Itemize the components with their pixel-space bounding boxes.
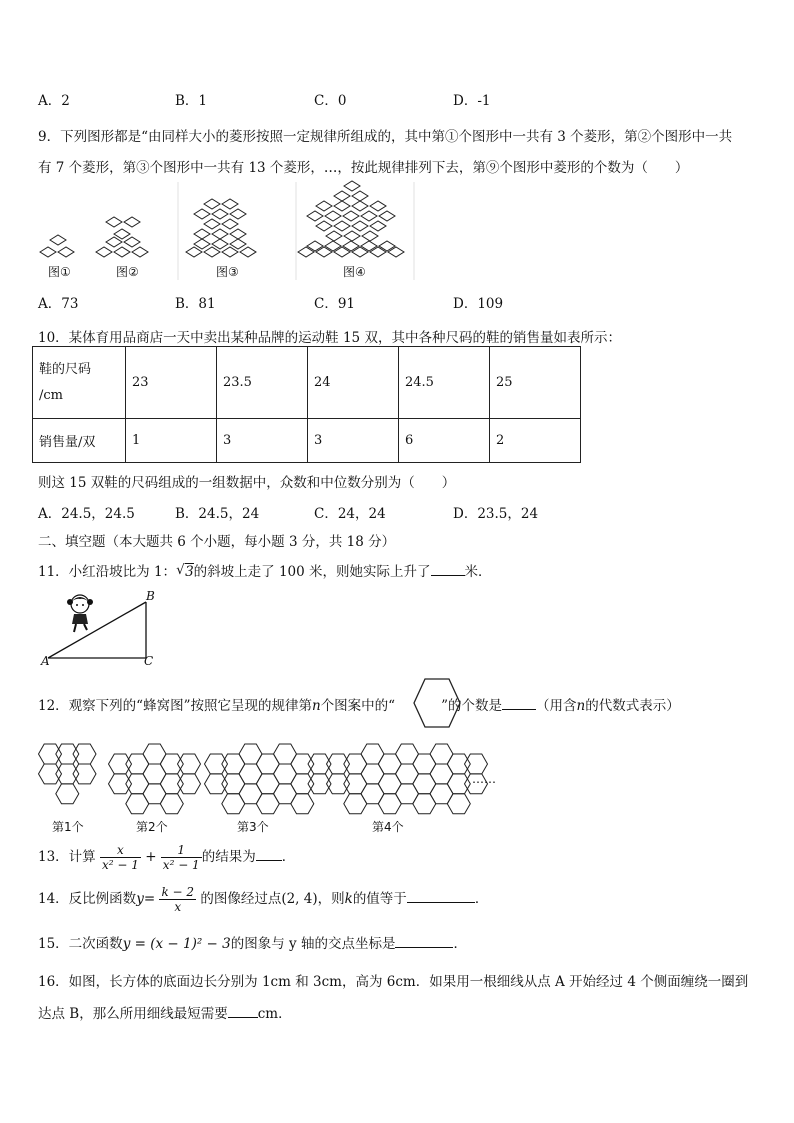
rhombus-shape bbox=[212, 239, 228, 249]
honeycomb-cell bbox=[160, 794, 183, 814]
rhombus-shape bbox=[230, 229, 246, 239]
rhombus-shape bbox=[96, 247, 112, 257]
rhombus-shape bbox=[352, 221, 368, 231]
q13-text-post: 的结果为 bbox=[201, 849, 256, 865]
honeycomb-cell bbox=[222, 774, 245, 794]
honeycomb-cell bbox=[160, 774, 183, 794]
rhombus-shape bbox=[344, 231, 360, 241]
q13-stem bbox=[38, 842, 295, 872]
q15-answer-blank[interactable] bbox=[395, 935, 453, 948]
honeycomb-cell bbox=[256, 794, 279, 814]
q11-text-post: 的斜坡上走了 100 米，则她实际上升了 bbox=[193, 564, 431, 580]
rhombus-shape bbox=[361, 211, 377, 221]
q9-option-b: B．81 bbox=[175, 296, 216, 312]
rhombus-shape bbox=[212, 229, 228, 239]
q11-answer-blank[interactable] bbox=[431, 563, 465, 576]
label-b: B bbox=[146, 589, 155, 603]
rhombus-shape bbox=[316, 201, 332, 211]
q10-question: 则这 15 双鞋的尺码组成的一组数据中，众数和中位数分别为（ ） bbox=[38, 475, 456, 491]
q13-text-pre: 13．计算 bbox=[38, 849, 96, 865]
rhombus-shape bbox=[194, 239, 210, 249]
honeycomb-cell bbox=[413, 794, 436, 814]
rhombus-shape bbox=[230, 239, 246, 249]
table-cell: 1 bbox=[126, 419, 217, 463]
q10-option-d: D．23.5，24 bbox=[453, 506, 539, 522]
q14-var-y: y bbox=[136, 891, 144, 907]
q12-stem bbox=[38, 694, 680, 714]
rhombus-shape bbox=[186, 247, 202, 257]
rhombus-shape bbox=[370, 221, 386, 231]
table-cell: 25 bbox=[490, 347, 581, 419]
q14-equals: = bbox=[143, 891, 156, 907]
fig-label-4: 图④ bbox=[343, 265, 366, 279]
table-cell: 24 bbox=[308, 347, 399, 419]
rhombus-shape bbox=[222, 219, 238, 229]
hexagon-icon bbox=[413, 677, 463, 729]
q12-text-post: ”的个数是 bbox=[441, 698, 502, 714]
rhombus-shape bbox=[370, 201, 386, 211]
honeycomb-cell bbox=[465, 754, 488, 774]
honeycomb-cell bbox=[39, 744, 62, 764]
header-size-line2: /cm bbox=[39, 387, 63, 403]
q13-fraction-2 bbox=[161, 843, 202, 872]
rhombus-shape bbox=[204, 219, 220, 229]
rhombus-shape bbox=[204, 199, 220, 209]
honeycomb-cell bbox=[160, 754, 183, 774]
honeycomb-cell bbox=[378, 754, 401, 774]
table-cell: 24.5 bbox=[399, 347, 490, 419]
q16-stem-line1: 16．如图，长方体的底面边长分别为 1cm 和 3cm，高为 6cm．如果用一根细线从点 A 开始经过 4 个侧面缠绕一圈到 bbox=[38, 974, 749, 990]
rhombus-shape bbox=[114, 247, 130, 257]
section-2-heading: 二、填空题（本大题共 6 个小题，每小题 3 分，共 18 分） bbox=[38, 534, 396, 550]
q11-text-end: 米． bbox=[464, 564, 492, 580]
q10-option-c: C．24，24 bbox=[314, 506, 386, 522]
q12-var-n: n bbox=[311, 698, 321, 714]
honeycomb-cell bbox=[291, 794, 314, 814]
honeycomb-cell bbox=[378, 794, 401, 814]
q11-text-pre: 11．小红沿坡比为 1： bbox=[38, 564, 177, 580]
q12-answer-blank[interactable] bbox=[502, 697, 536, 710]
honeycomb-cell bbox=[413, 754, 436, 774]
label-c: C bbox=[144, 654, 154, 668]
q9-option-c: C．91 bbox=[314, 296, 356, 312]
rhombus-shape bbox=[114, 229, 130, 239]
rhombus-shape bbox=[344, 181, 360, 191]
q12-paren-n: n bbox=[576, 698, 586, 714]
table-cell: 3 bbox=[308, 419, 399, 463]
rhombus-shape bbox=[334, 201, 350, 211]
q9-option-a: A．73 bbox=[38, 296, 79, 312]
honeycomb-cell bbox=[256, 774, 279, 794]
q16-stem-line2 bbox=[38, 1002, 292, 1022]
honeycomb-cell bbox=[291, 774, 314, 794]
rhombus-shape bbox=[204, 247, 220, 257]
fraction-denominator: x bbox=[174, 900, 182, 914]
fraction-numerator: k − 2 bbox=[161, 885, 195, 899]
honeycomb-cell bbox=[327, 774, 350, 794]
honeycomb-cell bbox=[39, 764, 62, 784]
honeycomb-figures bbox=[38, 736, 468, 826]
shoe-size-table bbox=[32, 346, 581, 463]
table-cell: 23 bbox=[126, 347, 217, 419]
table-cell: 23.5 bbox=[217, 347, 308, 419]
honeycomb-cell bbox=[222, 794, 245, 814]
honeycomb-cell bbox=[222, 754, 245, 774]
sqrt-3: √ 3 bbox=[176, 562, 194, 580]
honeycomb-cell bbox=[126, 754, 149, 774]
rhombus-shape bbox=[58, 247, 74, 257]
q11-stem bbox=[38, 560, 492, 580]
q14-fraction bbox=[159, 885, 196, 914]
q14-text-post2: 的值等于 bbox=[352, 891, 407, 907]
rhombus-shape bbox=[222, 199, 238, 209]
table-header-count: 销售量/双 bbox=[33, 419, 126, 463]
rhombus-shape bbox=[40, 247, 56, 257]
rhombus-shape bbox=[222, 247, 238, 257]
q15-text-end: ． bbox=[453, 936, 467, 952]
fraction-denominator: x² − 1 bbox=[101, 858, 139, 872]
q9-stem-line2: 有 7 个菱形，第③个图形中一共有 13 个菱形，…，按此规律排列下去，第⑨个图形中菱形的个数为（ ） bbox=[38, 160, 689, 176]
q15-text-post: 的图象与 y 轴的交点坐标是 bbox=[230, 936, 396, 952]
q14-text-end: ． bbox=[474, 891, 489, 907]
rhombus-shape bbox=[132, 247, 148, 257]
q13-plus: + bbox=[145, 849, 157, 865]
honeycomb-cell bbox=[178, 754, 201, 774]
q8-option-a: A．2 bbox=[38, 93, 70, 109]
honeycomb-cell bbox=[56, 764, 79, 784]
rhombus-shape bbox=[343, 211, 359, 221]
rhombus-shape bbox=[334, 191, 350, 201]
honeycomb-cell bbox=[308, 754, 331, 774]
q10-stem: 10．某体育用品商店一天中卖出某种品牌的运动鞋 15 双，其中各种尺码的鞋的销售量如表所示： bbox=[38, 330, 621, 346]
honeycomb-cell bbox=[56, 744, 79, 764]
honeycomb-cell bbox=[344, 774, 367, 794]
rhombus-shape bbox=[307, 211, 323, 221]
girl-icon bbox=[67, 595, 93, 632]
q10-option-b: B．24.5，24 bbox=[175, 506, 260, 522]
table-cell: 2 bbox=[490, 419, 581, 463]
q12-paren-post: 的代数式表示） bbox=[585, 698, 680, 714]
q14-text-post: 的图像经过点(2, 4)，则 bbox=[196, 891, 345, 907]
honeycomb-cell bbox=[413, 774, 436, 794]
rhombus-shape bbox=[326, 231, 342, 241]
rhombus-shape bbox=[106, 237, 122, 247]
q14-var-k: k bbox=[344, 891, 353, 907]
rhombus-shape bbox=[362, 231, 378, 241]
q9-option-d: D．109 bbox=[453, 296, 504, 312]
table-row bbox=[33, 419, 581, 463]
rhombus-shape bbox=[124, 237, 140, 247]
honeycomb-cell bbox=[344, 754, 367, 774]
q12-text-pre: 12．观察下列的“蜂窝图”按照它呈现的规律第 bbox=[38, 698, 312, 714]
q15-text-pre: 15．二次函数 bbox=[38, 936, 123, 952]
fig-label-3: 图③ bbox=[216, 265, 239, 279]
rhombus-shape bbox=[334, 221, 350, 231]
rhombus-shape bbox=[212, 209, 228, 219]
q8-option-b: B．1 bbox=[175, 93, 208, 109]
rhombus-shape bbox=[124, 217, 140, 227]
header-size-line1: 鞋的尺码 bbox=[39, 361, 92, 377]
q8-option-d: D．-1 bbox=[453, 93, 491, 109]
q15-stem bbox=[38, 932, 467, 952]
fraction-numerator: x bbox=[100, 843, 141, 858]
honeycomb-cell bbox=[126, 774, 149, 794]
q12-paren-pre: （用含 bbox=[536, 698, 577, 714]
honeycomb-cell bbox=[205, 754, 228, 774]
fraction-numerator: 1 bbox=[161, 843, 202, 858]
sqrt-radicand: 3 bbox=[185, 564, 194, 580]
rhombus-shape bbox=[194, 209, 210, 219]
honeycomb-cell bbox=[178, 774, 201, 794]
honeycomb-cell bbox=[109, 774, 132, 794]
rhombus-shape bbox=[379, 211, 395, 221]
q13-fraction-1 bbox=[100, 843, 141, 872]
honeycomb-cell bbox=[447, 754, 470, 774]
honeycomb-cell bbox=[73, 744, 96, 764]
honeycomb-cell bbox=[109, 754, 132, 774]
fraction-denominator: x² − 1 bbox=[162, 858, 200, 872]
honeycomb-cell bbox=[126, 794, 149, 814]
fig-label-1: 图① bbox=[48, 265, 71, 279]
q16-answer-blank[interactable] bbox=[228, 1005, 258, 1018]
honeycomb-cell bbox=[447, 774, 470, 794]
q14-answer-blank[interactable] bbox=[407, 890, 475, 903]
honeycomb-label-2: 第2个 bbox=[136, 820, 168, 834]
q14-text-pre: 14．反比例函数 bbox=[38, 891, 137, 907]
q13-text-end: ． bbox=[281, 849, 296, 865]
rhombus-shape bbox=[230, 209, 246, 219]
honeycomb-ellipsis: …… bbox=[472, 772, 496, 786]
q12-text-mid: 个图案中的“ bbox=[320, 698, 396, 714]
q9-stem-line1: 9．下列图形都是“由同样大小的菱形按照一定规律所组成的，其中第①个图形中一共有 3 个菱形，第②个图形中一共 bbox=[38, 129, 733, 145]
table-header-size bbox=[33, 347, 126, 419]
honeycomb-cell bbox=[327, 754, 350, 774]
q16-text-post: cm． bbox=[257, 1006, 292, 1022]
rhombus-shape bbox=[194, 229, 210, 239]
q8-option-c: C．0 bbox=[314, 93, 347, 109]
rhombus-shape bbox=[106, 217, 122, 227]
honeycomb-cell bbox=[308, 774, 331, 794]
rhombus-shape bbox=[352, 191, 368, 201]
honeycomb-cell bbox=[378, 774, 401, 794]
table-cell: 6 bbox=[399, 419, 490, 463]
honeycomb-cell bbox=[291, 754, 314, 774]
honeycomb-cell bbox=[73, 764, 96, 784]
q10-option-a: A．24.5，24.5 bbox=[38, 506, 135, 522]
q14-stem bbox=[38, 884, 488, 914]
rhombus-shape bbox=[316, 221, 332, 231]
honeycomb-cell bbox=[256, 754, 279, 774]
honeycomb-cell bbox=[56, 784, 79, 804]
q15-formula: y = (x − 1)² − 3 bbox=[122, 936, 231, 952]
table-row bbox=[33, 347, 581, 419]
rhombus-shape bbox=[50, 235, 66, 245]
label-a: A bbox=[41, 654, 50, 668]
table-cell: 3 bbox=[217, 419, 308, 463]
fig-label-2: 图② bbox=[116, 265, 139, 279]
rhombus-shape bbox=[325, 211, 341, 221]
rhombus-shape bbox=[352, 201, 368, 211]
q13-answer-blank[interactable] bbox=[256, 848, 282, 861]
honeycomb-label-4: 第4个 bbox=[372, 820, 404, 834]
q16-text-pre: 达点 B，那么所用细线最短需要 bbox=[38, 1006, 228, 1022]
honeycomb-cell bbox=[344, 794, 367, 814]
rhombus-shape bbox=[240, 247, 256, 257]
honeycomb-cell bbox=[205, 774, 228, 794]
honeycomb-label-1: 第1个 bbox=[52, 820, 84, 834]
honeycomb-label-3: 第3个 bbox=[237, 820, 269, 834]
honeycomb-cell bbox=[447, 794, 470, 814]
